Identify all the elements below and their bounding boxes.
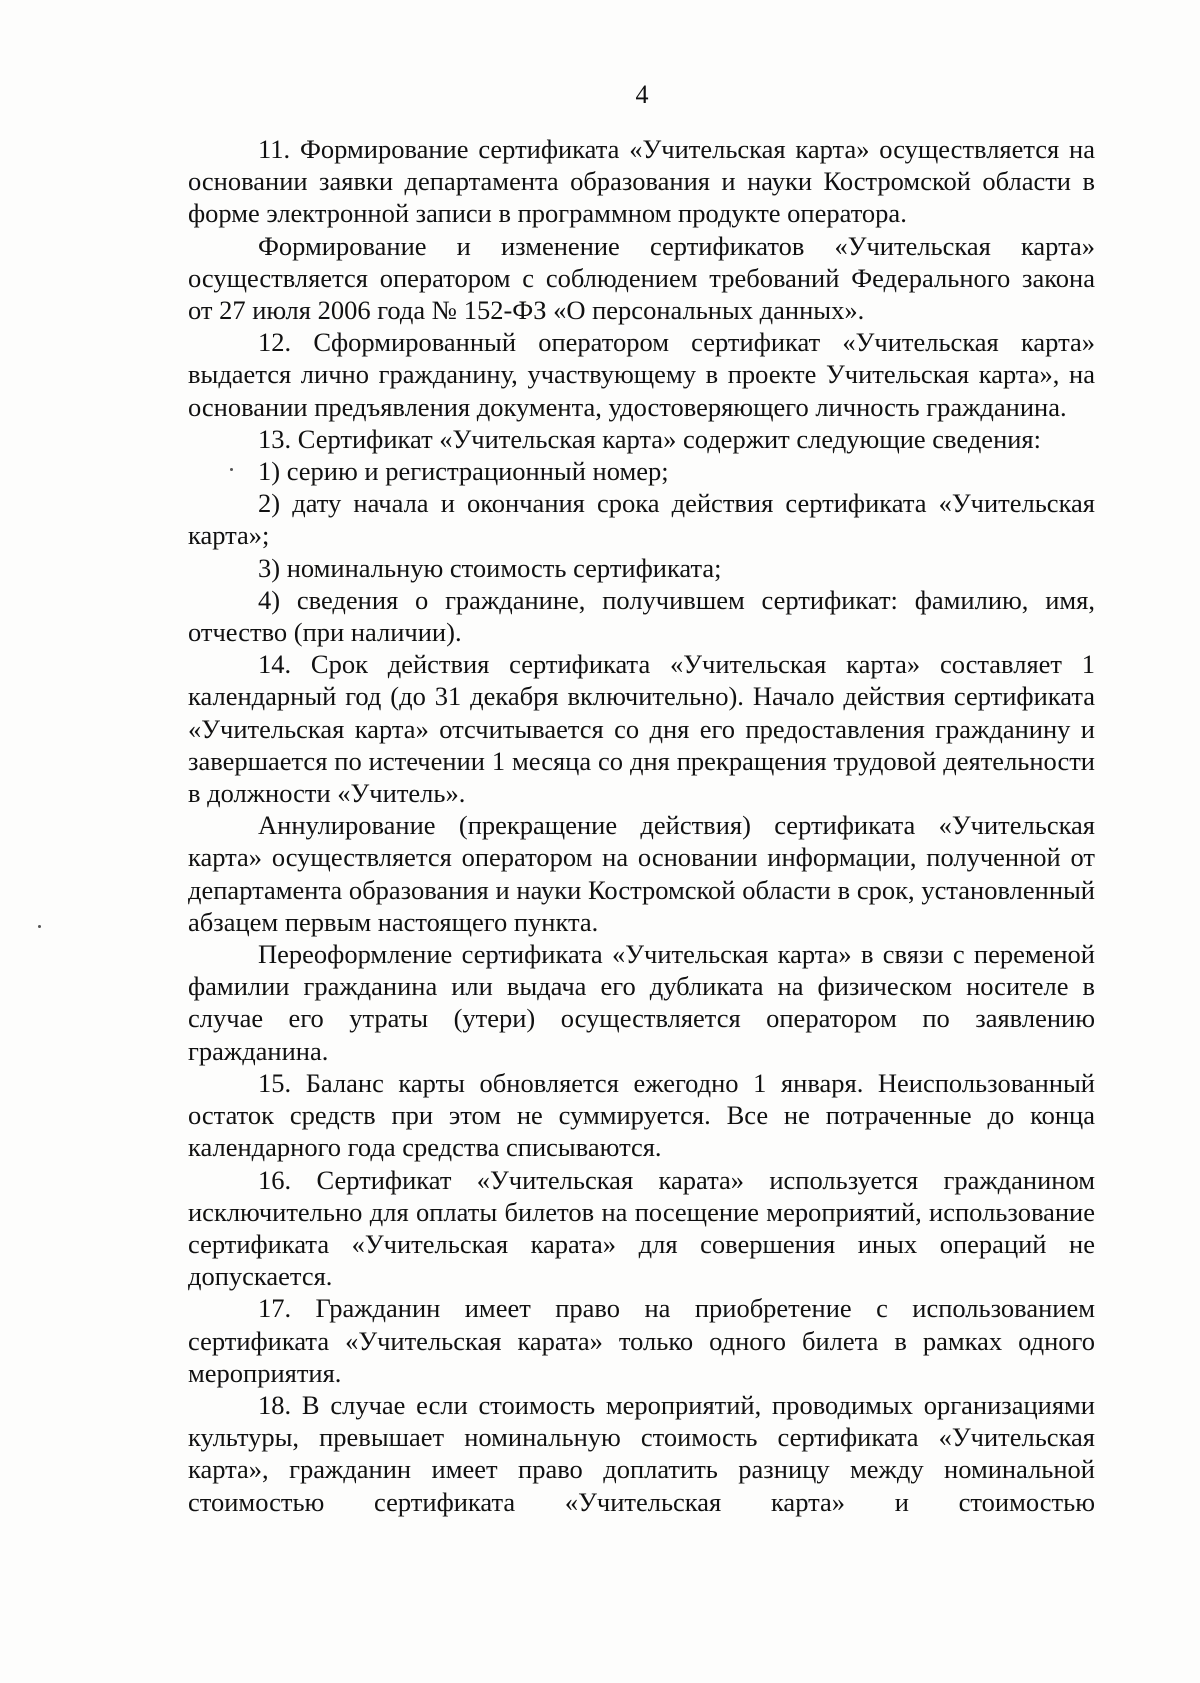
document-body bbox=[188, 133, 1095, 1518]
paragraph-16: 16. Сертификат «Учительская карата» используется гражданином исключительно для оплаты билетов на посещение мероприятий, использование сертификата «Учительская карата» для совершения иных операций не допускается. bbox=[188, 1164, 1095, 1292]
page-number: 4 bbox=[635, 80, 649, 109]
scan-speck bbox=[230, 468, 233, 471]
paragraph-14: 14. Срок действия сертификата «Учительская карта» составляет 1 календарный год (до 31 декабря включительно). Начало действия сертификата «Учительская карта» отсчитывается со дня его предоставления гражданину и завершается по истечении 1 месяца со дня прекращения трудовой деятельности в должности «Учитель». bbox=[188, 649, 1095, 809]
list-item-4: 4) сведения о гражданине, получившем сертификат: фамилию, имя, отчество (при наличии). bbox=[188, 584, 1095, 648]
paragraph-14-reissue: Переоформление сертификата «Учительская карта» в связи с переменой фамилии гражданина или выдача его дубликата на физическом носителе в случае его утраты (утери) осуществляется оператором по заявлению гражданина. bbox=[188, 939, 1095, 1066]
paragraph-12: 12. Сформированный оператором сертификат «Учительская карта» выдается лично гражданину, участвующему в проекте Учительская карта», на основании предъявления документа, удостоверяющего личность гражданина. bbox=[188, 327, 1095, 422]
scan-speck bbox=[38, 925, 41, 928]
list-item-2: 2) дату начала и окончания срока действия сертификата «Учительская карта»; bbox=[188, 488, 1095, 551]
paragraph-17: 17. Гражданин имеет право на приобретение с использованием сертификата «Учительская карата» только одного билета в рамках одного мероприятия. bbox=[188, 1293, 1095, 1388]
paragraph-13: 13. Сертификат «Учительская карта» содержит следующие сведения: bbox=[258, 423, 1041, 454]
paragraph-14-annulment: Аннулирование (прекращение действия) сертификата «Учительская карта» осуществляется оператором на основании информации, полученной от департамента образования и науки Костромской области в срок, установленный абзацем первым настоящего пункта. bbox=[188, 810, 1095, 937]
paragraph-11-continued: Формирование и изменение сертификатов «Учительская карта» осуществляется оператором с соблюдением требований Федерального закона от 27 июля 2006 года № 152-ФЗ «О персональных данных». bbox=[188, 230, 1095, 326]
list-item-1: 1) серию и регистрационный номер; bbox=[258, 456, 669, 487]
list-item-3: 3) номинальную стоимость сертификата; bbox=[258, 552, 722, 583]
paragraph-15: 15. Баланс карты обновляется ежегодно 1 января. Неиспользованный остаток средств при этом не суммируется. Все не потраченные до конца календарного года средства списываются. bbox=[188, 1067, 1095, 1163]
paragraph-18: 18. В случае если стоимость мероприятий, проводимых организациями культуры, превышает номинальную стоимость сертификата «Учительская карта», гражданин имеет право доплатить разницу между номинальной стоимостью сертификата «Учительская карта» и стоимостью bbox=[188, 1389, 1095, 1517]
paragraph-11: 11. Формирование сертификата «Учительская карта» осуществляется на основании заявки департамента образования и науки Костромской области в форме электронной записи в программном продукте оператора. bbox=[188, 134, 1095, 229]
